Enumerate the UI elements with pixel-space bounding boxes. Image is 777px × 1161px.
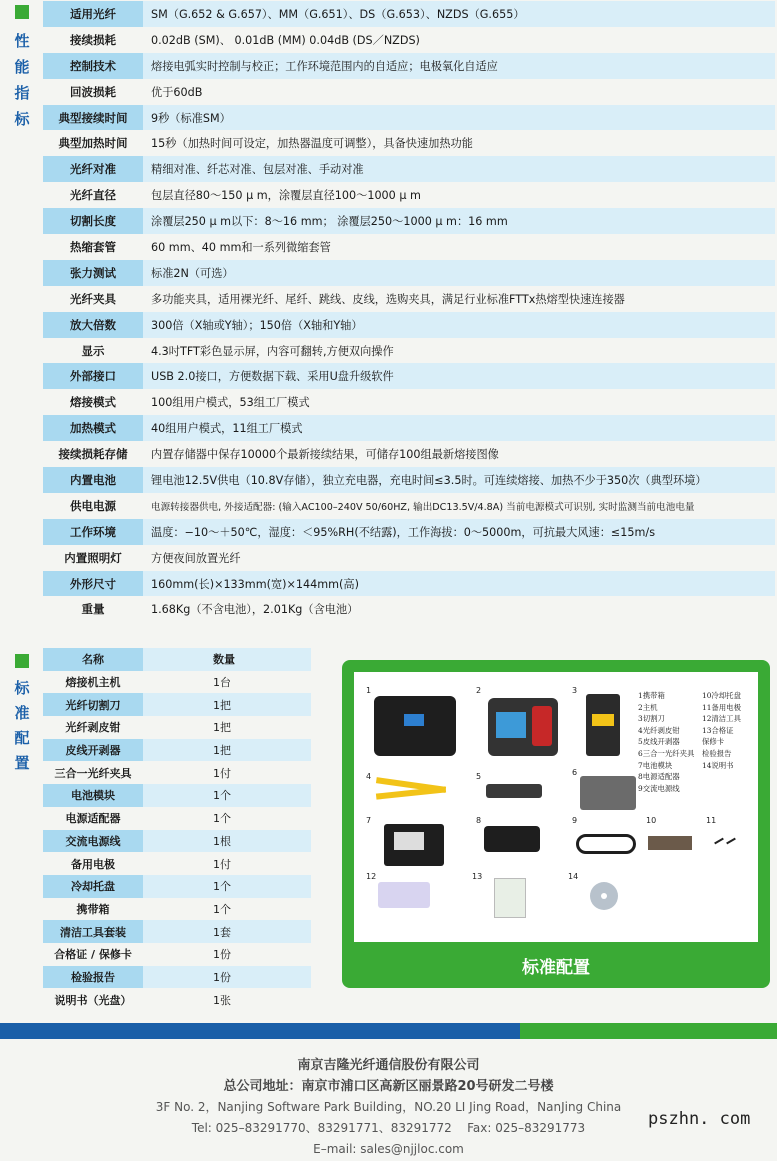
footer-bar-blue xyxy=(0,1023,520,1039)
item-number: 12 xyxy=(366,872,377,881)
spec-row xyxy=(43,260,775,286)
spec-label: 重量 xyxy=(81,602,105,617)
item-number: 13 xyxy=(472,872,483,881)
legend-entry: 12清洁工具 xyxy=(702,714,741,724)
spec-value: 15秒（加热时间可设定，加热器温度可调整），具备快速加热功能 xyxy=(151,137,473,151)
spec-value: 涂覆层250 μ m以下：8～16 mm； 涂覆层250～1000 μ m：16 mm xyxy=(151,215,508,229)
watermark: pszhn. com xyxy=(648,1109,751,1129)
config-row xyxy=(43,988,311,1011)
spec-label: 光纤直径 xyxy=(70,188,116,203)
fax: Fax: 025–83291773 xyxy=(467,1121,586,1135)
spec-label: 切割长度 xyxy=(43,208,143,234)
cleaning-kit-image xyxy=(378,882,430,908)
legend-entry: 4光纤剥皮钳 xyxy=(638,725,680,735)
config-item-name: 冷却托盘 xyxy=(43,875,143,898)
manual-cd-image xyxy=(590,882,618,910)
spec-label: 供电电源 xyxy=(70,498,116,513)
spec-row xyxy=(43,571,775,597)
certificate-card-image xyxy=(494,878,526,918)
item-number: 7 xyxy=(366,816,372,825)
config-item-qty: 1张 xyxy=(213,993,231,1007)
config-item-qty: 1套 xyxy=(213,925,231,939)
spec-label: 外部接口 xyxy=(43,363,143,389)
item-number: 14 xyxy=(568,872,579,881)
config-item-qty: 1付 xyxy=(213,766,231,780)
spec-value: 多功能夹具，适用裸光纤、尾纤、跳线、皮线，选购夹具，满足行业标准FTTx热熔型快速连接器 xyxy=(151,292,625,306)
spec-value: 电源转接器供电, 外接适配器: (输入AC100–240V 50/60HZ, 输出DC13.5V/4.8A) 当前电源模式可识别, 实时监测当前电池电量 xyxy=(151,501,695,513)
config-row xyxy=(43,920,311,943)
spec-row xyxy=(43,338,775,364)
legend-entry: 检验报告 xyxy=(702,748,732,758)
spec-row xyxy=(43,596,775,622)
battery-module-image xyxy=(384,824,444,866)
spec-value: 4.3吋TFT彩色显示屏，内容可翻转,方便双向操作 xyxy=(151,344,394,358)
spec-row xyxy=(43,363,775,389)
spec-value: 内置存储器中保存10000个最新接续结果，可储存100组最新熔接图像 xyxy=(151,448,499,462)
fiber-holder-image xyxy=(580,776,636,810)
item-number: 8 xyxy=(476,816,482,825)
footer xyxy=(0,1055,777,1160)
config-item-qty: 1个 xyxy=(213,902,231,916)
spare-electrodes-image xyxy=(714,832,738,850)
config-header-qty: 数量 xyxy=(213,653,235,667)
legend-entry: 3切割刀 xyxy=(638,714,665,724)
spec-row xyxy=(43,208,775,234)
spec-label: 光纤对准 xyxy=(43,156,143,182)
config-photo-panel xyxy=(342,660,770,988)
spec-label: 典型接续时间 xyxy=(43,105,143,131)
legend-entry: 7电池模块 xyxy=(638,760,673,770)
legend-entry: 13合格证 xyxy=(702,725,734,735)
fiber-cleaver-image xyxy=(586,694,620,756)
drop-cable-stripper-image xyxy=(486,784,542,798)
config-row xyxy=(43,852,311,875)
spec-row xyxy=(43,53,775,79)
spec-row xyxy=(43,545,775,571)
spec-value: 9秒（标准SM） xyxy=(151,111,231,125)
legend-entry: 6三合一光纤夹具 xyxy=(638,748,695,758)
config-item-name: 电源适配器 xyxy=(65,812,121,826)
spec-row xyxy=(43,27,775,53)
config-item-qty: 1个 xyxy=(213,880,231,894)
config-item-name: 光纤切割刀 xyxy=(43,693,143,716)
item-number: 1 xyxy=(366,686,372,695)
panel-legend-right xyxy=(702,690,741,771)
spec-row xyxy=(43,182,775,208)
spec-label: 接续损耗存储 xyxy=(58,447,128,462)
section-marker-config xyxy=(15,654,29,668)
config-item-name: 检验报告 xyxy=(43,966,143,989)
spec-value: SM（G.652 & G.657）、MM（G.651）、DS（G.653）、NZDS（G.655） xyxy=(151,7,525,21)
spec-label: 工作环境 xyxy=(43,519,143,545)
config-item-name: 备用电极 xyxy=(71,857,115,871)
config-item-name: 携带箱 xyxy=(76,902,110,916)
spec-table xyxy=(43,1,775,622)
spec-value: USB 2.0接口，方便数据下载、采用U盘升级软件 xyxy=(151,370,394,384)
config-row xyxy=(43,784,311,807)
config-item-name: 熔接机主机 xyxy=(65,676,121,690)
config-item-qty: 1把 xyxy=(213,744,231,758)
spec-row xyxy=(43,389,775,415)
item-number: 10 xyxy=(646,816,657,825)
item-number: 5 xyxy=(476,772,482,781)
config-header-row xyxy=(43,648,311,671)
spec-value: 优于60dB xyxy=(151,85,203,99)
section-label-performance: 性 能 指 标 xyxy=(14,32,30,128)
spec-value: 锂电池12.5V供电（10.8V存储），独立充电器，充电时间≤3.5时。可连续熔接、加热不少于350次（典型环境） xyxy=(151,473,707,487)
item-number: 3 xyxy=(572,686,578,695)
config-row xyxy=(43,693,311,716)
legend-entry: 10冷却托盘 xyxy=(702,691,741,700)
config-item-name: 光纤剥皮钳 xyxy=(65,721,121,735)
spec-row xyxy=(43,441,775,467)
config-item-qty: 1份 xyxy=(213,970,231,984)
spec-row xyxy=(43,234,775,260)
config-row xyxy=(43,761,311,784)
splicer-main-unit-image xyxy=(488,698,558,756)
legend-entry: 2主机 xyxy=(638,702,658,712)
config-row xyxy=(43,739,311,762)
spec-row xyxy=(43,105,775,131)
item-number: 4 xyxy=(366,772,372,781)
config-item-qty: 1台 xyxy=(213,676,231,690)
spec-value: 精细对准、纤芯对准、包层对准、手动对准 xyxy=(151,163,364,177)
spec-label: 控制技术 xyxy=(43,53,143,79)
config-header-name: 名称 xyxy=(43,648,143,671)
spec-value: 温度：−10～＋50℃，湿度：＜95%RH(不结露)，工作海拔：0～5000m，可抗最大风速：≤15m/s xyxy=(151,525,656,539)
spec-row xyxy=(43,79,775,105)
config-item-name: 三合一光纤夹具 xyxy=(54,766,132,780)
spec-label: 熔接模式 xyxy=(70,395,116,410)
spec-value: 1.68Kg（不含电池），2.01Kg（含电池） xyxy=(151,603,359,617)
config-row xyxy=(43,807,311,830)
spec-row xyxy=(43,519,775,545)
spec-value: 300倍（X轴或Y轴）；150倍（X轴和Y轴） xyxy=(151,318,363,332)
section-label-config: 标 准 配 置 xyxy=(14,679,30,772)
config-item-qty: 1把 xyxy=(213,721,231,735)
address-cn: 总公司地址：南京市浦口区高新区丽景路20号研发二号楼 xyxy=(223,1079,554,1094)
spec-label: 接续损耗 xyxy=(70,32,116,47)
spec-label: 光纤夹具 xyxy=(70,291,116,306)
telephone: Tel: 025–83291770、83291771、83291772 xyxy=(191,1121,452,1135)
spec-row xyxy=(43,156,775,182)
spec-value: 60 mm、40 mm和一系列微缩套管 xyxy=(151,240,331,254)
spec-label: 内置照明灯 xyxy=(64,550,122,565)
legend-entry: 14说明书 xyxy=(702,760,734,770)
spec-label: 回波损耗 xyxy=(70,84,116,99)
spec-value: 40组用户模式，11组工厂模式 xyxy=(151,422,303,436)
spec-label: 显示 xyxy=(81,343,105,358)
config-row xyxy=(43,716,311,739)
item-number: 6 xyxy=(572,768,578,777)
footer-bar-green xyxy=(520,1023,777,1039)
config-item-qty: 1根 xyxy=(213,834,231,848)
spec-label: 适用光纤 xyxy=(43,1,143,27)
config-row xyxy=(43,943,311,966)
spec-label: 加热模式 xyxy=(43,415,143,441)
legend-entry: 1携带箱 xyxy=(638,691,665,700)
spec-value: 160mm(长)×133mm(宽)×144mm(高) xyxy=(151,577,359,591)
legend-entry: 保修卡 xyxy=(702,737,725,747)
spec-row xyxy=(43,1,775,27)
company-name: 南京吉隆光纤通信股份有限公司 xyxy=(297,1058,480,1073)
legend-entry: 9交流电源线 xyxy=(638,783,680,793)
config-item-qty: 1个 xyxy=(213,789,231,803)
config-item-qty: 1把 xyxy=(213,698,231,712)
config-item-qty: 1份 xyxy=(213,948,231,962)
legend-entry: 8电源适配器 xyxy=(638,772,680,782)
config-row xyxy=(43,830,311,853)
section-marker-performance xyxy=(15,5,29,19)
spec-label: 热缩套管 xyxy=(70,239,116,254)
spec-row xyxy=(43,130,775,156)
power-adapter-image xyxy=(484,826,540,852)
config-item-name: 交流电源线 xyxy=(43,830,143,853)
config-item-name: 说明书（光盘） xyxy=(54,993,132,1007)
email: E–mail: sales@njjloc.com xyxy=(313,1142,464,1156)
config-row xyxy=(43,966,311,989)
spec-label: 外形尺寸 xyxy=(43,571,143,597)
carrying-case-image xyxy=(374,696,456,756)
spec-row xyxy=(43,493,775,519)
spec-row xyxy=(43,415,775,441)
config-item-name: 合格证 / 保修卡 xyxy=(54,948,132,962)
config-item-qty: 1付 xyxy=(213,857,231,871)
legend-entry: 5皮线开剥器 xyxy=(638,737,680,747)
spec-value: 100组用户模式，53组工厂模式 xyxy=(151,396,310,410)
config-item-name: 清洁工具套装 xyxy=(43,920,143,943)
spec-label: 张力测试 xyxy=(43,260,143,286)
config-photo-area xyxy=(354,672,758,942)
config-item-qty: 1个 xyxy=(213,812,231,826)
spec-row xyxy=(43,312,775,338)
config-row xyxy=(43,671,311,694)
config-item-name: 电池模块 xyxy=(43,784,143,807)
item-number: 9 xyxy=(572,816,578,825)
spec-row xyxy=(43,286,775,312)
panel-title: 标准配置 xyxy=(522,958,590,978)
spec-value: 0.02dB (SM)、 0.01dB (MM) 0.04dB (DS／NZDS) xyxy=(151,33,420,47)
spec-value: 方便夜间放置光纤 xyxy=(151,551,241,565)
config-item-name: 皮线开剥器 xyxy=(43,739,143,762)
address-en: 3F No. 2，Nanjing Software Park Building，NO.20 LI Jing Road，NanJing China xyxy=(155,1100,622,1114)
spec-label: 放大倍数 xyxy=(43,312,143,338)
spec-value: 熔接电弧实时控制与校正；工作环境范围内的自适应；电极氧化自适应 xyxy=(151,59,498,73)
fiber-stripper-image xyxy=(376,780,446,796)
spec-label: 内置电池 xyxy=(43,467,143,493)
ac-power-cord-image xyxy=(576,834,636,854)
config-table xyxy=(43,648,311,1011)
cooling-tray-image xyxy=(648,836,692,850)
spec-label: 典型加热时间 xyxy=(58,136,128,151)
item-number: 2 xyxy=(476,686,482,695)
item-number: 11 xyxy=(706,816,717,825)
panel-legend-left xyxy=(638,690,694,794)
spec-value: 标准2N（可选） xyxy=(151,266,234,280)
legend-entry: 11备用电极 xyxy=(702,702,741,712)
config-row xyxy=(43,898,311,921)
spec-row xyxy=(43,467,775,493)
config-row xyxy=(43,875,311,898)
spec-value: 包层直径80～150 μ m，涂覆层直径100～1000 μ m xyxy=(151,189,421,203)
